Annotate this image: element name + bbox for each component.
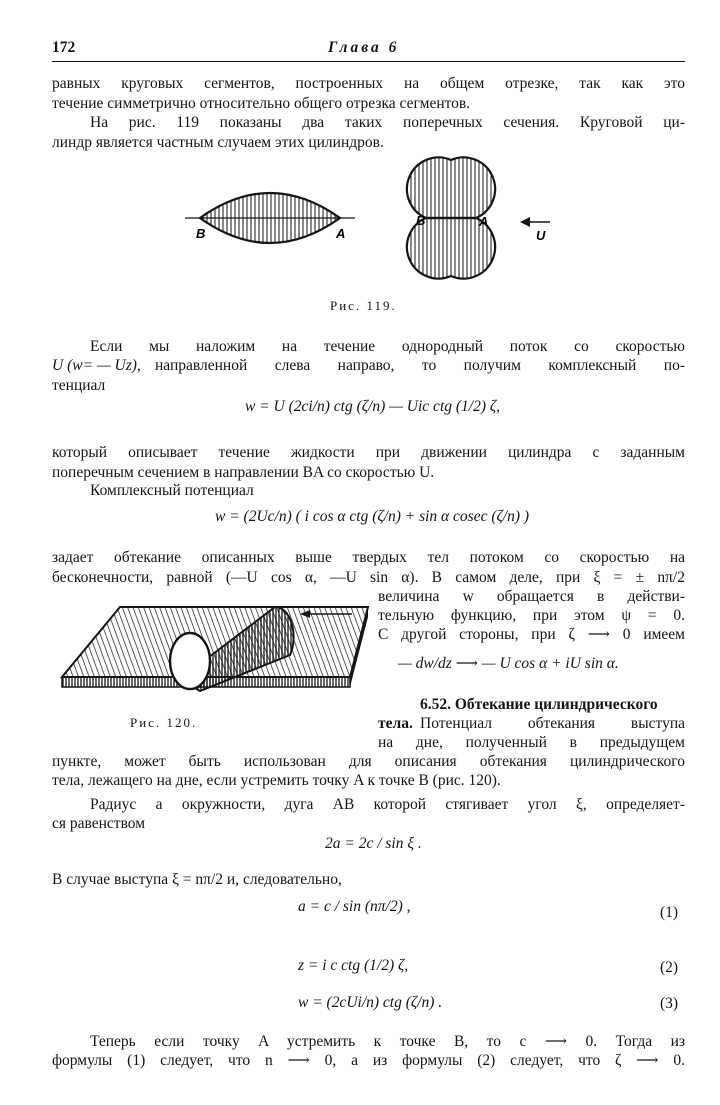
para6-line4: тельную функцию, при этом ψ = 0.	[378, 607, 685, 624]
figure-120	[50, 585, 370, 705]
para9-line2: формулы (1) следует, что n ⟶ 0, а из формулы (2) следует, что ζ ⟶ 0.	[52, 1052, 685, 1069]
para4-line1: который описывает течение жидкости при движении цилиндра с заданным	[52, 444, 685, 461]
running-header: Глава 6	[328, 39, 400, 56]
para6-line5: С другой стороны, при ζ ⟶ 0 имеем	[378, 626, 685, 643]
fig119-label-b2: B	[416, 213, 426, 228]
para7-line1: Радиус a окружности, дуга AB которой стягивает угол ξ, определяет-	[90, 796, 685, 813]
equation-2-text: z = i c ctg (1/2) ζ,	[298, 957, 409, 974]
para1-line2: течение симметрично относительно общего отрезка сегментов.	[52, 95, 471, 112]
para3-line3: тенциал	[52, 377, 106, 394]
lens-section	[185, 193, 355, 243]
para1-line1: равных круговых сегментов, построенных на общем отрезке, так как это	[52, 75, 685, 92]
figure-119	[170, 150, 570, 300]
section-title-cont: тела.	[378, 715, 413, 732]
equation-1-number: (1)	[660, 904, 679, 921]
para8-line1: В случае выступа ξ = nπ/2 и, следовательно,	[52, 871, 342, 888]
section-title: 6.52. Обтекание цилиндрического	[420, 696, 658, 713]
para3-line2a: U (w= — Uz),	[52, 357, 141, 374]
fig119-label-a: A	[336, 226, 346, 241]
fig119-label-u: U	[536, 228, 546, 243]
equation-w2-text: w = (2Uc/n) ( i cos α ctg (ζ/n) + sin α cosec (ζ/n) )	[215, 508, 530, 525]
equation-1-text: a = c / sin (nπ/2) ,	[298, 898, 411, 915]
equation-limit	[398, 654, 619, 673]
fig120-flow-arrow	[300, 606, 355, 624]
equation-3-text: w = (2cUi/n) ctg (ζ/n) .	[298, 994, 443, 1011]
para2-line2: линдр является частным случаем этих цилиндров.	[52, 134, 384, 151]
fig120-caption: Рис. 120.	[130, 715, 198, 730]
equation-3-number: (3)	[660, 995, 679, 1012]
para7-line2: ся равенством	[52, 815, 146, 832]
page-number: 172	[52, 39, 76, 56]
para5-line1: Комплексный потенциал	[90, 482, 254, 499]
para4-line2: поперечным сечением в направлении BA со скоростью U.	[52, 464, 435, 481]
equation-w1-text: w = U (2ci/n) ctg (ζ/n) — Uic ctg (1/2) ζ,	[245, 398, 501, 415]
para9-line1: Теперь если точку A устремить к точке B, то c ⟶ 0. Тогда из	[90, 1033, 685, 1050]
fig119-label-a2: A	[479, 214, 489, 229]
para3-line2b: направленной слева направо, то получим комплексный по-	[155, 357, 685, 374]
flow-arrow	[520, 217, 550, 227]
para6-line2: бесконечности, равной (—U cos α, —U sin α). В самом деле, при ξ = ± nπ/2	[52, 569, 685, 586]
equation-2a	[325, 835, 422, 853]
equation-2	[298, 957, 408, 975]
header-rule	[52, 61, 685, 62]
equation-w1	[245, 398, 500, 416]
para6-line1: задает обтекание описанных выше твердых тел потоком со скоростью на	[52, 549, 685, 566]
equation-limit-text: — dw/dz ⟶ — U cos α + iU sin α.	[398, 655, 619, 672]
section-line2: на дне, полученный в предыдущем	[378, 734, 685, 751]
para6-line3: величина w обращается в действи-	[378, 588, 685, 605]
para3-line1: Если мы наложим на течение однородный поток со скоростью	[90, 338, 685, 355]
section-line1: Потенциал обтекания выступа	[420, 715, 685, 732]
equation-1	[298, 898, 411, 916]
equation-3	[298, 994, 442, 1012]
equation-w2	[215, 508, 529, 526]
para2-line1: На рис. 119 показаны два таких поперечных сечения. Круговой ци-	[90, 114, 685, 131]
equation-2a-text: 2a = 2c / sin ξ .	[325, 835, 422, 852]
fig119-caption: Рис. 119.	[330, 298, 397, 313]
equation-2-number: (2)	[660, 959, 679, 976]
fig119-label-b: B	[196, 226, 206, 241]
section-line4: тела, лежащего на дне, если устремить точку A к точке B (рис. 120).	[52, 772, 501, 789]
section-line3: пункте, может быть использован для описания обтекания цилиндрического	[52, 753, 685, 770]
